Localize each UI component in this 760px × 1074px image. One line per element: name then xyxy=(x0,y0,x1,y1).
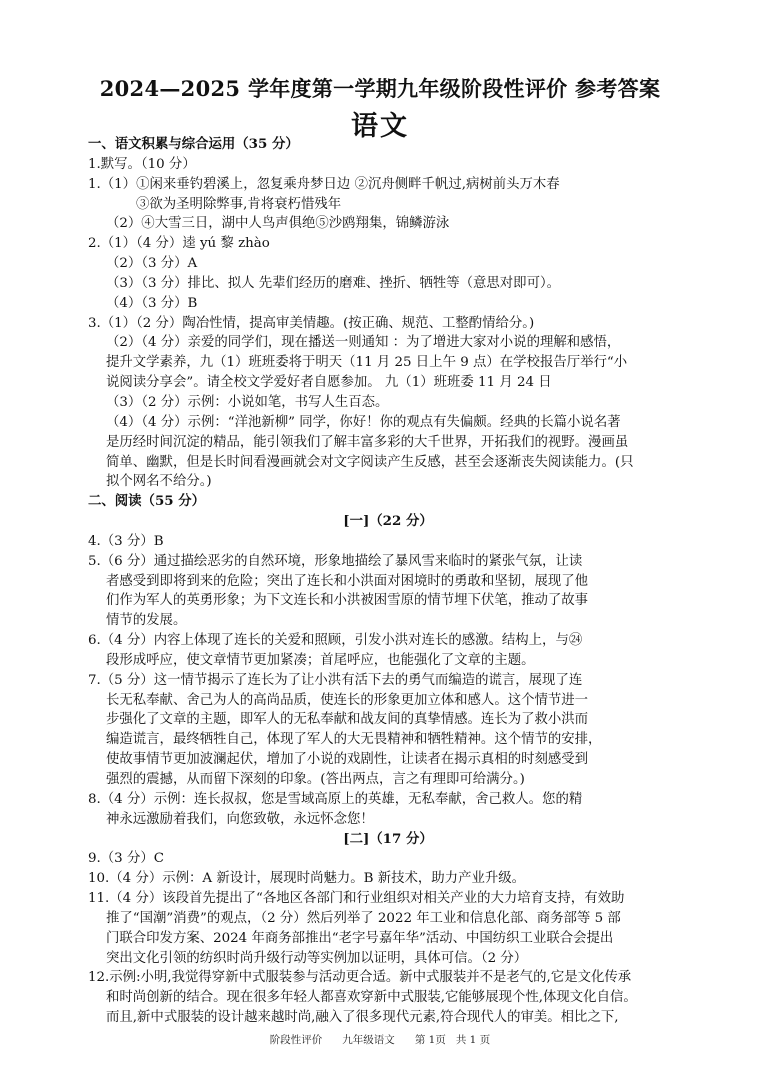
answer-line: 强烈的震撼，从而留下深刻的印象。(答出两点，言之有理即可给满分。) xyxy=(106,772,525,787)
section-heading: 二、阅读（55 分） xyxy=(88,493,206,510)
answer-line: 拟个网名不给分。) xyxy=(106,474,212,490)
answer-line: 6.（4 分）内容上体现了连长的关爱和照顾，引发小洪对连长的感激。结构上，与㉔ xyxy=(88,633,583,649)
answer-line: （2）（3 分）A xyxy=(106,256,198,272)
answer-line: 3.（1）（2 分）陶冶性情，提高审美情趣。(按正确、规范、工整酌情给分。) xyxy=(88,315,535,331)
answer-line: 是历经时间沉淀的精品，能引领我们了解丰富多彩的大千世界，开拓我们的视野。漫画虽 xyxy=(106,434,629,450)
answer-line: （4）（3 分）B xyxy=(106,295,198,311)
subsection-heading: [一]（22 分） xyxy=(343,513,433,530)
answer-line: 长无私奉献、舍己为人的高尚品质，使连长的形象更加立体和感人。这个情节进一 xyxy=(106,692,589,708)
answer-line: （4）（4 分）示例：“洋池新柳” 同学，你好！你的观点有失偏颇。经典的长篇小说名著 xyxy=(106,414,621,430)
answer-line: （3）（3 分）排比、拟人 先辈们经历的磨难、挫折、牺牲等（意思对即可）。 xyxy=(106,275,561,291)
answer-line: 1.默写。（10 分） xyxy=(88,156,196,172)
answer-line: 7.（5 分）这一情节揭示了连长为了让小洪有活下去的勇气而编造的谎言，展现了连 xyxy=(88,672,583,688)
answer-line: 而且,新中式服装的设计越来越时尚,融入了很多现代元素,符合现代人的审美。相比之下, xyxy=(106,1010,619,1026)
subsection-heading: [二]（17 分） xyxy=(343,830,433,847)
answer-line: 说阅读分享会”。请全校文学爱好者自愿参加。 九（1）班班委 11 月 24 日 xyxy=(106,375,552,391)
answer-line: （3）（2 分）示例：小说如笔，书写人生百态。 xyxy=(106,394,389,410)
answer-line: 12.示例:小明,我觉得穿新中式服装参与活动更合适。新中式服装并不是老气的,它是文化传承 xyxy=(88,970,632,986)
answer-line: 编造谎言，最终牺牲自己，体现了军人的大无畏精神和牺牲精神。这个情节的安排， xyxy=(106,732,602,748)
answer-line: 简单、幽默，但是长时间看漫画就会对文字阅读产生反感，甚至会逐渐丧失阅读能力。(只 xyxy=(106,454,634,470)
answer-line: 提升文学素养，九（1）班班委将于明天（11 月 25 日上午 9 点）在学校报告厅举行“小 xyxy=(106,355,628,371)
answer-line: 10.（4 分）示例：A 新设计，展现时尚魅力。B 新技术，助力产业升级。 xyxy=(88,871,526,887)
answer-line: 5.（6 分）通过描绘恶劣的自然环境，形象地描绘了暴风雪来临时的紧张气氛，让读 xyxy=(88,553,583,569)
document-title: 2024—2025 学年度第一学期九年级阶段性评价 参考答案 xyxy=(99,76,661,101)
answer-line: 情节的发展。 xyxy=(106,613,187,629)
answer-line: 使故事情节更加波澜起伏，增加了小说的戏剧性，让读者在揭示真相的时刻感受到 xyxy=(106,752,589,768)
answer-line: 步强化了文章的主题，即军人的无私奉献和战友间的真挚情感。连长为了救小洪而 xyxy=(106,712,589,728)
answer-line: 4.（3 分）B xyxy=(88,533,164,549)
subject-title: 语文 xyxy=(351,111,409,142)
answer-body xyxy=(88,135,688,1028)
answer-line: 11.（4 分）该段首先提出了“各地区各部门和行业组织对相关产业的大力培育支持，有效助 xyxy=(88,891,625,907)
answer-line: ③欲为圣明除弊事,肯将衰朽惜残年 xyxy=(136,196,342,212)
answer-line: 9.（3 分）C xyxy=(88,851,164,867)
answer-line: 8.（4 分）示例：连长叔叔，您是雪域高原上的英雄，无私奉献，舍己救人。您的精 xyxy=(88,791,583,807)
answer-line: 1.（1）①闲来垂钓碧溪上，忽复乘舟梦日边 ②沉舟侧畔千帆过,病树前头万木春 xyxy=(88,176,560,192)
section-heading: 一、语文积累与综合运用（35 分） xyxy=(88,136,299,152)
answer-line: 和时尚创新的结合。现在很多年轻人都喜欢穿新中式服装,它能够展现个性,体现文化自信。 xyxy=(106,990,637,1006)
answer-line: 段形成呼应，使文章情节更加紧凑；首尾呼应，也能强化了文章的主题。 xyxy=(106,652,535,668)
answer-line: （2）④大雪三日，湖中人鸟声俱绝⑤沙鸥翔集，锦鳞游泳 xyxy=(106,216,450,232)
answer-line: 者感受到即将到来的危险；突出了连长和小洪面对困境时的勇敢和坚韧，展现了他 xyxy=(106,573,589,589)
answer-line: 突出文化引领的纺织时尚升级行动等实例加以证明，具体可信。（2 分） xyxy=(106,950,528,966)
answer-line: 2.（1）（4 分）逵 yú 黎 zhào xyxy=(88,236,270,252)
answer-line: 们作为军人的英勇形象；为下文连长和小洪被困雪原的情节埋下伏笔，推动了故事 xyxy=(106,593,589,609)
answer-line: 门联合印发方案、2024 年商务部推出“老字号嘉年华”活动、中国纺织工业联合会提出 xyxy=(106,930,614,946)
page-footer: 阶段性评价 九年级语文 第 1页 共 1 页 xyxy=(269,1034,491,1046)
answer-line: 推了“国潮”消费”的观点，（2 分）然后列举了 2022 年工业和信息化部、商务部等 5 部 xyxy=(106,910,621,926)
answer-line: （2）（4 分）亲爱的同学们，现在播送一则通知 ：为了增进大家对小说的理解和感悟， xyxy=(106,335,621,351)
answer-line: 神永远激励着我们，向您致敬，永远怀念您！ xyxy=(106,811,374,827)
